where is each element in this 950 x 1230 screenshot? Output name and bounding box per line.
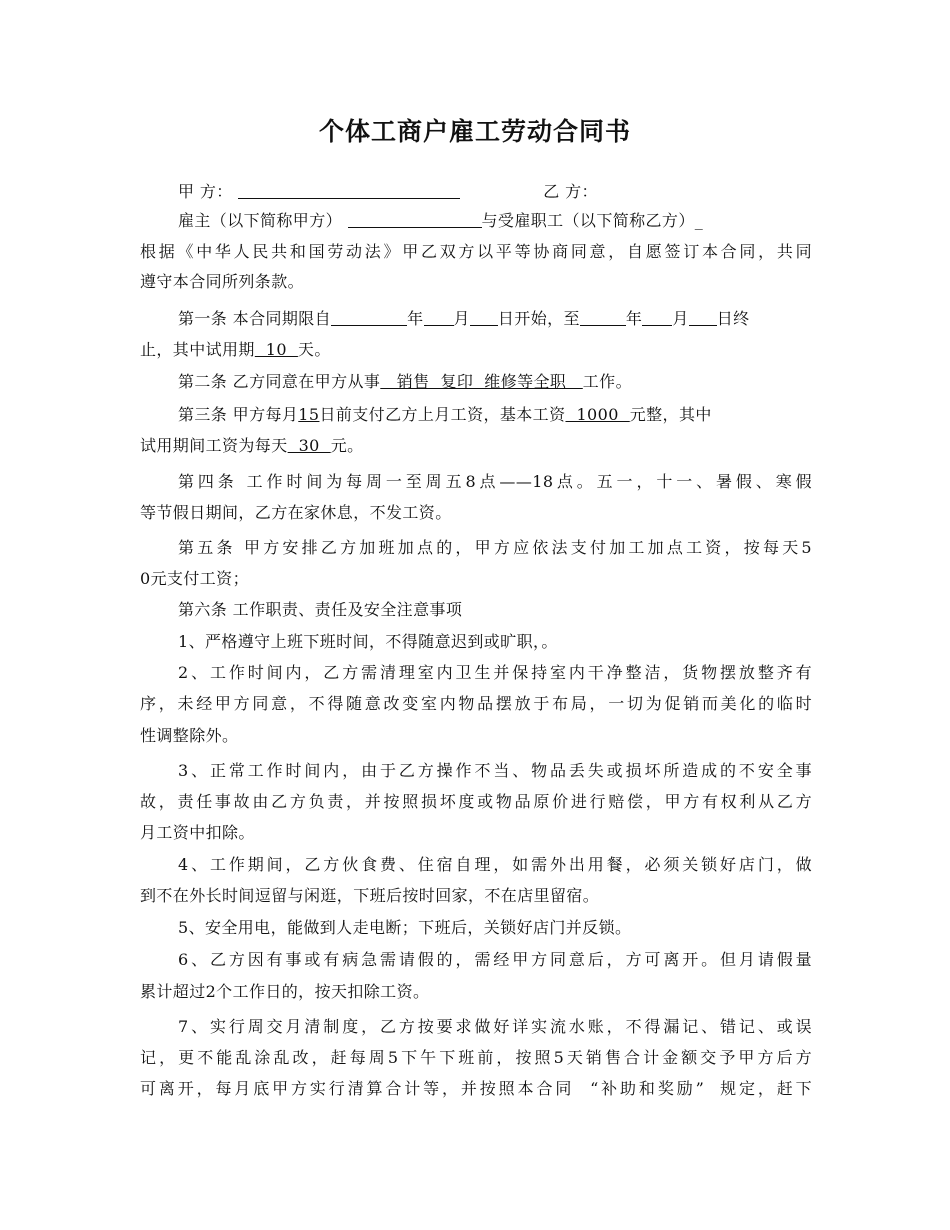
- employer-blank: [348, 211, 482, 228]
- intro-line-1: [140, 211, 812, 231]
- article-6-item-6-line-2: 累计超过2个工作日的，按天扣除工资。: [140, 982, 430, 1001]
- article-6-item-2-line-2: 序，未经甲方同意，不得随意改变室内物品摆放于布局，一切为促销而美化的临时: [140, 694, 812, 713]
- intro-employee-text: 与受雇职工（以下简称乙方）_: [481, 211, 704, 230]
- month-label: 月: [672, 309, 689, 328]
- article-3-suffix: 元整，其中: [629, 405, 712, 424]
- article-3-prefix: 第三条 甲方每月: [178, 405, 299, 424]
- end-month-blank: [642, 309, 672, 326]
- month-label: 月: [453, 309, 470, 328]
- article-6-item-5: 5、安全用电，能做到人走电断；下班后，关锁好店门并反锁。: [178, 918, 632, 937]
- article-3-line-1: [140, 405, 812, 425]
- day-start-label: 日开始，至: [497, 309, 580, 328]
- article-5-line-2: 0元支付工资；: [140, 569, 249, 588]
- article-2-prefix: 第二条 乙方同意在甲方从事: [178, 372, 381, 391]
- article-4-line-1: 第四条 工作时间为每周一至周五8点——18点。五一，十一、暑假、寒假: [178, 472, 812, 491]
- article-6-item-4-line-1: 4、工作期间，乙方伙食费、住宿自理，如需外出用餐，必须关锁好店门，做: [178, 855, 812, 874]
- article-3-mid: 日前支付乙方上月工资，基本工资: [319, 405, 566, 424]
- trial-wage-value: 30: [287, 436, 331, 455]
- base-wage-value: 1000: [565, 405, 630, 424]
- article-2: [140, 372, 812, 392]
- start-year-blank: [331, 309, 407, 326]
- intro-line-2: 根据《中华人民共和国劳动法》甲乙双方以平等协商同意，自愿签订本合同，共同: [140, 242, 812, 261]
- article-1-line-2: [140, 340, 812, 360]
- article-5-line-1: 第五条 甲方安排乙方加班加点的，甲方应依法支付加工加点工资，按每天5: [178, 538, 812, 557]
- article-1-prefix: 第一条 本合同期限自: [178, 309, 332, 328]
- article-6-item-2-line-3: 性调整除外。: [140, 726, 239, 745]
- end-day-blank: [689, 309, 717, 326]
- day-end-label: 日终: [716, 309, 750, 328]
- party-a-label: 甲 方：: [178, 182, 233, 201]
- trial-period-suffix: 天。: [297, 340, 331, 359]
- intro-line-3: 遵守本合同所列条款。: [140, 272, 305, 291]
- start-day-blank: [470, 309, 498, 326]
- article-6-item-3-line-1: 3、正常工作时间内，由于乙方操作不当、物品丢失或损坏所造成的不安全事: [178, 761, 812, 780]
- trial-wage-suffix: 元。: [330, 436, 364, 455]
- intro-employer-prefix: 雇主（以下简称甲方）: [178, 211, 343, 230]
- article-6-item-4-line-2: 到不在外长时间逗留与闲逛，下班后按时回家，不在店里留宿。: [140, 886, 600, 905]
- article-6-heading: 第六条 工作职责、责任及安全注意事项: [178, 600, 463, 619]
- article-6-item-7-line-1: 7、实行周交月清制度，乙方按要求做好详实流水账，不得漏记、错记、或误: [178, 1017, 812, 1036]
- article-6-item-6-line-1: 6、乙方因有事或有病急需请假的，需经甲方同意后，方可离开。但月请假量: [178, 950, 812, 969]
- party-a-blank: [238, 182, 460, 199]
- article-4-line-2: 等节假日期间，乙方在家休息，不发工资。: [140, 503, 452, 522]
- parties-line: [140, 182, 812, 202]
- job-description-value: 销售 复印 维修等全职: [380, 372, 583, 391]
- year-label: 年: [625, 309, 643, 328]
- start-month-blank: [424, 309, 454, 326]
- trial-period-prefix: 止，其中试用期: [140, 340, 255, 359]
- article-6-item-7-line-2: 记，更不能乱涂乱改，赶每周5下午下班前，按照5天销售合计金额交予甲方后方: [140, 1048, 812, 1067]
- year-label: 年: [407, 309, 424, 328]
- article-6-item-1: 1、严格遵守上班下班时间，不得随意迟到或旷职，。: [178, 632, 558, 651]
- end-year-blank: [580, 309, 626, 326]
- article-6-item-3-line-2: 故，责任事故由乙方负责，并按照损坏度或物品原价进行赔偿，甲方有权利从乙方: [140, 792, 812, 811]
- article-6-item-3-line-3: 月工资中扣除。: [140, 823, 255, 842]
- article-6-item-2-line-1: 2、工作时间内，乙方需清理室内卫生并保持室内干净整洁，货物摆放整齐有: [178, 663, 812, 682]
- trial-wage-prefix: 试用期间工资为每天: [140, 436, 288, 455]
- pay-day-value: 15: [298, 405, 320, 424]
- article-3-line-2: [140, 436, 812, 456]
- article-1-line-1: [140, 309, 812, 329]
- trial-days-value: 10: [254, 340, 298, 359]
- party-b-label: 乙 方：: [543, 182, 598, 201]
- article-2-suffix: 工作。: [582, 372, 632, 391]
- document-title: 个体工商户雇工劳动合同书: [318, 117, 631, 146]
- article-6-item-7-line-3: 可离开，每月底甲方实行清算合计等，并按照本合同 “补助和奖励” 规定，赶下: [140, 1079, 812, 1098]
